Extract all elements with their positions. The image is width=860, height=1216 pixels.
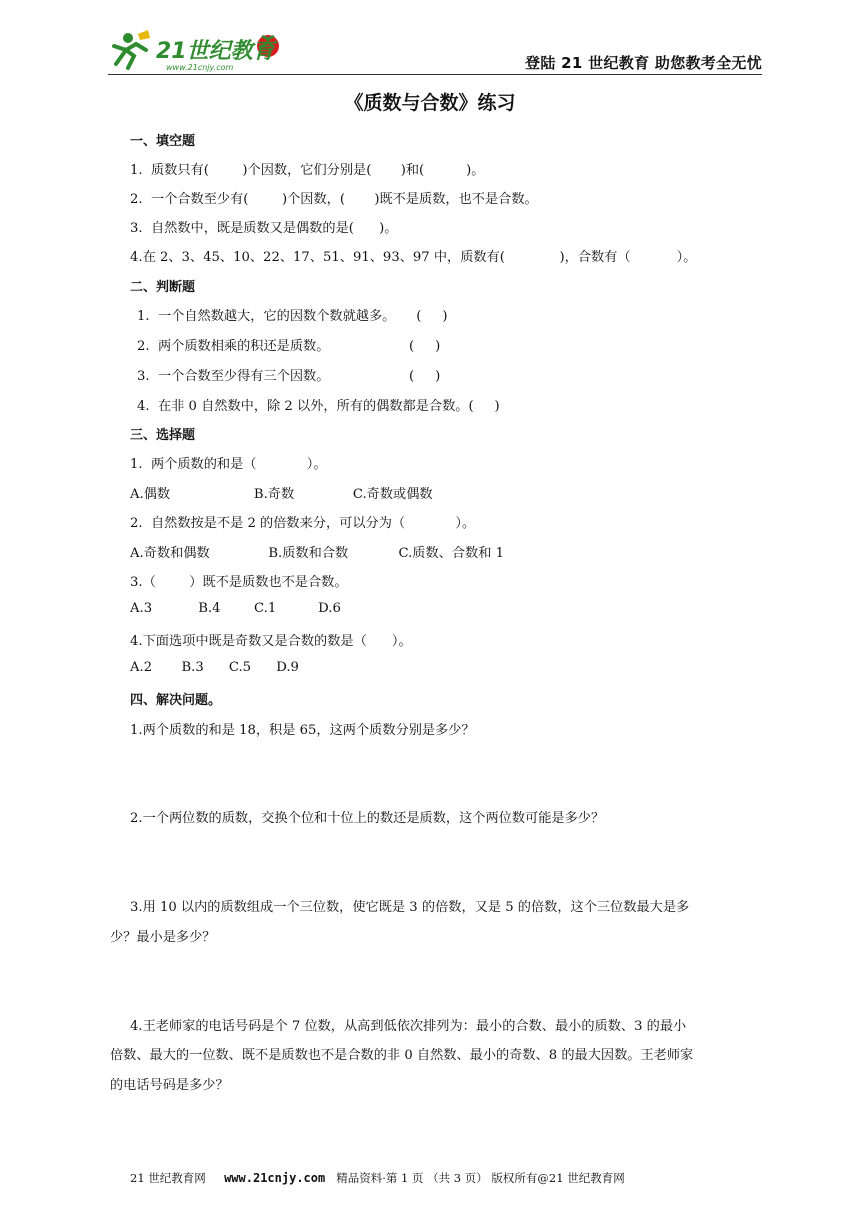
s1-question-1: 1. 质数只有( )个因数，它们分别是( )和( )。 xyxy=(130,163,485,178)
s1-question-3: 3. 自然数中，既是质数又是偶数的是( )。 xyxy=(130,221,398,236)
s4-question-4-line-1: 4.王老师家的电话号码是个 7 位数，从高到低依次排列为：最小的合数、最小的质数、3 的最小 xyxy=(130,1019,687,1034)
s3-question-4-options: A.2 B.3 C.5 D.9 xyxy=(130,660,299,675)
s3-question-1: 1. 两个质数的和是（ ）。 xyxy=(130,457,327,472)
s1-question-2: 2. 一个合数至少有( )个因数，( )既不是质数，也不是合数。 xyxy=(130,192,538,207)
footer xyxy=(130,1170,625,1186)
s2-question-4: 4. 在非 0 自然数中，除 2 以外，所有的偶数都是合数。( ) xyxy=(137,399,500,414)
s4-question-4-line-3: 的电话号码是多少？ xyxy=(110,1078,229,1093)
s4-question-2: 2.一个两位数的质数，交换个位和十位上的数还是质数，这个两位数可能是多少？ xyxy=(130,811,605,826)
section-3-heading: 三、选择题 xyxy=(130,428,196,443)
s3-question-3-options: A.3 B.4 C.1 D.6 xyxy=(130,601,341,616)
s3-question-4: 4.下面选项中既是奇数又是合数的数是（ ）。 xyxy=(130,634,412,649)
logo xyxy=(108,28,288,74)
s3-question-1-options: A.偶数 B.奇数 C.奇数或偶数 xyxy=(130,487,433,502)
section-1-heading: 一、填空题 xyxy=(130,134,196,149)
section-2-heading: 二、判断题 xyxy=(130,280,196,295)
runner-icon xyxy=(114,30,150,68)
logo-text: 21世纪教育 xyxy=(156,39,275,64)
s3-question-2: 2. 自然数按是不是 2 的倍数来分，可以分为（ ）。 xyxy=(130,516,476,531)
s4-question-3-line-2: 少？最小是多少？ xyxy=(110,930,216,945)
logo-url: www.21cnjy.com xyxy=(166,63,234,72)
s2-question-2: 2. 两个质数相乘的积还是质数。 ( ) xyxy=(137,339,441,354)
s4-question-4-line-2: 倍数、最大的一位数、既不是质数也不是合数的非 0 自然数、最小的奇数、8 的最大因数。王老师家 xyxy=(110,1048,694,1063)
s1-question-4: 4.在 2、3、45、10、22、17、51、91、93、97 中，质数有( )，合数有（ ）。 xyxy=(130,250,697,265)
s4-question-1: 1.两个质数的和是 18，积是 65，这两个质数分别是多少？ xyxy=(130,723,475,738)
s2-question-3: 3. 一个合数至少得有三个因数。 ( ) xyxy=(137,369,441,384)
s2-question-1: 1. 一个自然数越大，它的因数个数就越多。 ( ) xyxy=(137,309,448,324)
page-title: 《质数与合数》练习 xyxy=(344,92,516,114)
footer-url[interactable]: www.21cnjy.com xyxy=(224,1171,326,1185)
header-divider xyxy=(108,74,762,75)
s3-question-3: 3.（ ）既不是质数也不是合数。 xyxy=(130,575,348,590)
s4-question-3-line-1: 3.用 10 以内的质数组成一个三位数，使它既是 3 的倍数，又是 5 的倍数，这个三位数最大是多 xyxy=(130,900,690,915)
footer-site: 21 世纪教育网 xyxy=(130,1171,206,1185)
s3-question-2-options: A.奇数和偶数 B.质数和合数 C.质数、合数和 1 xyxy=(130,546,504,561)
footer-info: 精品资料·第 1 页 （共 3 页） 版权所有@21 世纪教育网 xyxy=(336,1171,625,1185)
header-slogan: 登陆 21 世纪教育 助您教考全无忧 xyxy=(525,54,762,72)
section-4-heading: 四、解决问题。 xyxy=(130,693,222,708)
